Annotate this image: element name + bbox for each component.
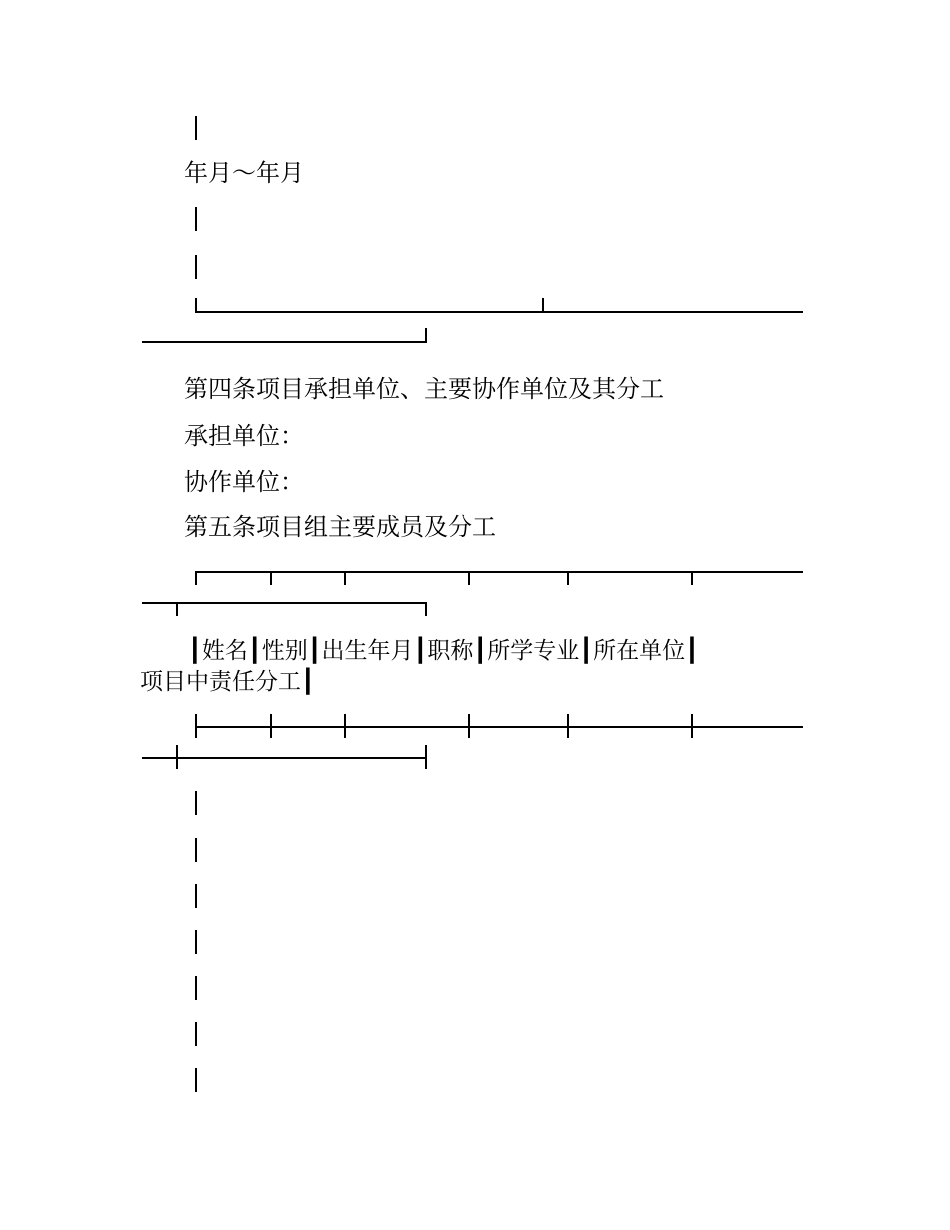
table-border-bar bbox=[195, 976, 197, 1000]
table-border-bar bbox=[195, 116, 197, 140]
article4-heading: 第四条项目承担单位、主要协作单位及其分工 bbox=[184, 375, 664, 403]
members-table-header-line2: 项目中责任分工┃ bbox=[140, 669, 315, 695]
table-border-bar bbox=[195, 255, 197, 279]
table-border-bar bbox=[195, 884, 197, 908]
table-border-bar bbox=[195, 838, 197, 862]
members-table-header-line1: ┃姓名┃性别┃出生年月┃职称┃所学专业┃所在单位┃ bbox=[188, 638, 699, 664]
table-border-bar bbox=[195, 1068, 197, 1092]
cooperating-unit-label: 协作单位： bbox=[184, 468, 304, 496]
table-border-bar bbox=[195, 207, 197, 231]
table-border-bar bbox=[195, 791, 197, 815]
article5-heading: 第五条项目组主要成员及分工 bbox=[184, 513, 496, 541]
table-border-bar bbox=[195, 1022, 197, 1046]
table-border-bar bbox=[195, 930, 197, 954]
date-range-text: 年月～年月 bbox=[184, 159, 304, 187]
undertaking-unit-label: 承担单位： bbox=[184, 422, 304, 450]
